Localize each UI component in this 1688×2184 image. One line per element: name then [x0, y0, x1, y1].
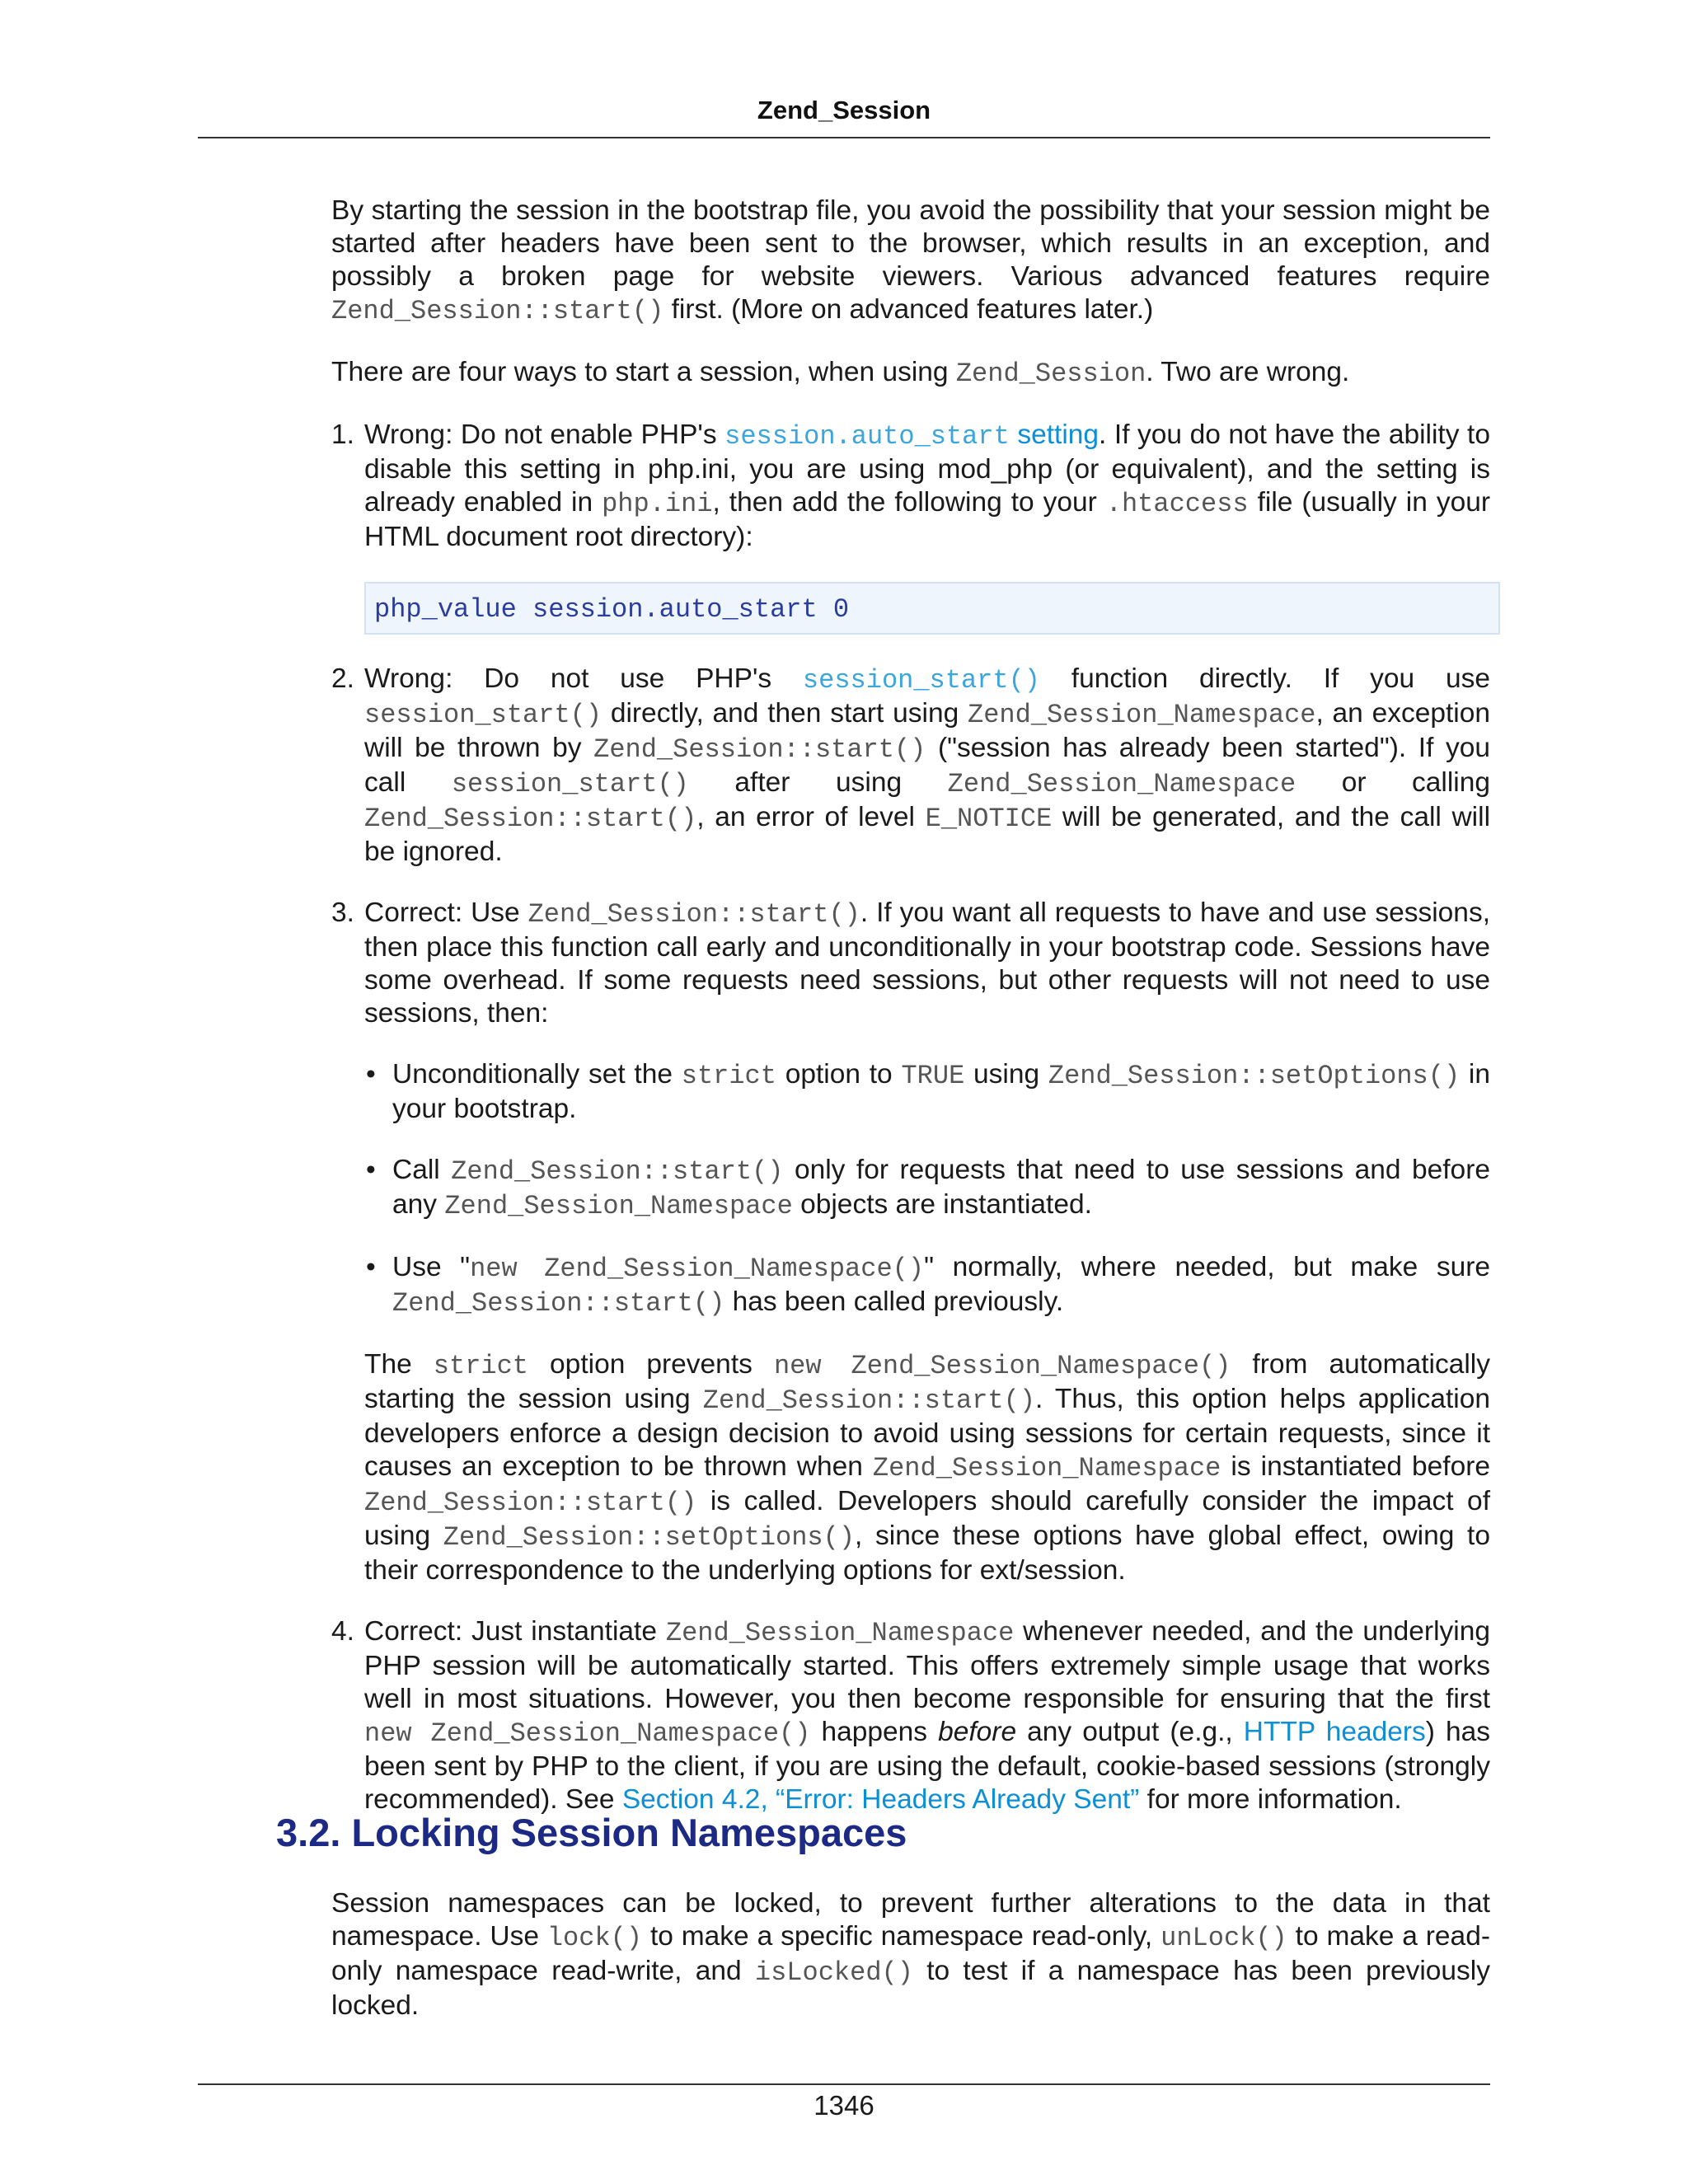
inline-code: unLock() [1160, 1923, 1287, 1953]
list-item-step-2 [331, 663, 1490, 869]
section-heading: 3.2. Locking Session Namespaces [276, 1811, 907, 1854]
bullet-icon: • [366, 1155, 376, 1185]
text: is called. Developers should carefully consider the impact of using [364, 1486, 1490, 1551]
inline-code: .htaccess [1105, 489, 1249, 519]
bullet-icon: • [366, 1059, 376, 1090]
step-2-text [364, 663, 1490, 869]
inline-code: Zend_Session::start() [364, 804, 697, 834]
text: Correct: Just instantiate [364, 1616, 666, 1647]
inline-code: php.ini [602, 489, 713, 519]
inline-code: new Zend_Session_Namespace() [470, 1254, 925, 1284]
text: . Two are wrong. [1146, 357, 1350, 387]
text: . If you want all requests to have and use sessions, then place this function call early and unconditionally in your bootstrap code. Sessions have some overhead. If some requests need sessions, but other requests will not need to use sessions, then: [364, 898, 1490, 1029]
intro-paragraph-1 [331, 194, 1490, 328]
text: Unconditionally set the [392, 1059, 682, 1090]
list-number: 2. [331, 663, 354, 694]
text: or calling [1296, 767, 1491, 798]
page-number: 1346 [814, 2090, 874, 2121]
inline-code: Zend_Session::start() [593, 734, 926, 765]
inline-code: session_start() [451, 769, 689, 799]
text: directly, and then start using [602, 698, 968, 729]
inline-code: Zend_Session_Namespace [665, 1618, 1015, 1648]
inline-code: Zend_Session::start() [702, 1385, 1036, 1416]
inline-code: Zend_Session::start() [331, 296, 664, 326]
text: is instantiated before [1221, 1451, 1490, 1482]
link-code[interactable]: session_start() [802, 665, 1040, 696]
code-block-text: php_value session.auto_start 0 [374, 594, 850, 625]
text: Call [392, 1155, 452, 1185]
step-3-bullet-list [364, 1058, 1490, 1320]
inline-code: Zend_Session [955, 359, 1146, 389]
session-auto-start-link[interactable] [724, 419, 1099, 450]
inline-code: Zend_Session_Namespace [947, 769, 1296, 799]
text: only for requests that need to use sessions and before any [392, 1155, 1490, 1220]
text: in your bootstrap. [392, 1059, 1490, 1124]
text: any output (e.g., [1016, 1717, 1244, 1747]
bullet-item [364, 1251, 1490, 1320]
inline-code: Zend_Session_Namespace [872, 1453, 1221, 1483]
inline-code: Zend_Session::setOptions() [1048, 1061, 1461, 1091]
list-number: 4. [331, 1616, 354, 1647]
inline-code: session_start() [364, 700, 603, 730]
inline-code: Zend_Session::start() [528, 899, 860, 930]
text: option prevents [528, 1349, 774, 1380]
inline-code: TRUE [901, 1061, 965, 1091]
text: to test if a namespace has been previously locked. [331, 1956, 1490, 2021]
link-text[interactable]: setting [1009, 419, 1100, 450]
link-code[interactable]: session.auto_start [724, 421, 1010, 452]
bullet-item [364, 1058, 1490, 1126]
text: . Thus, this option helps application developers enforce a design decision to avoid using sessions for certain requests, since it causes an exception to be thrown when [364, 1384, 1491, 1482]
text: from automatically starting the session using [364, 1349, 1490, 1414]
text: ("session has already been started"). If you call [364, 733, 1490, 798]
text: function directly. If you use [1039, 663, 1490, 694]
text: Use " [392, 1252, 471, 1282]
text: By starting the session in the bootstrap file, you avoid the possibility that your session might be started after headers have been sent to the browser, which results in an exception, and possibly a broken page for website viewers. Various advanced features require [331, 195, 1490, 292]
text: , an exception will be thrown by [364, 698, 1491, 763]
text: to make a read-only namespace read-write, and [331, 1921, 1490, 1986]
text: Session namespaces can be locked, to prevent further alterations to the data in that namespace. Use [331, 1888, 1490, 1952]
step-3-text [364, 897, 1490, 1030]
list-number: 1. [331, 419, 354, 450]
intro-paragraph-2 [331, 356, 1490, 391]
text: Wrong: Do not enable PHP's [364, 419, 725, 450]
bullet-icon: • [366, 1252, 376, 1282]
start-methods-list [331, 419, 1490, 1816]
inline-code: Zend_Session::start() [364, 1488, 697, 1518]
text: There are four ways to start a session, when using [331, 357, 956, 387]
page-header-title: Zend_Session [757, 96, 931, 124]
session-start-link[interactable] [803, 663, 1040, 694]
inline-code: isLocked() [754, 1957, 913, 1988]
text: will be generated, and the call will be ignored. [364, 802, 1491, 867]
bullet-item [364, 1154, 1490, 1223]
inline-code: strict [681, 1061, 776, 1091]
inline-code: Zend_Session::start() [392, 1288, 725, 1319]
inline-code: new Zend_Session_Namespace() [773, 1351, 1231, 1381]
text: , since these options have global effect, owing to their correspondence to the underlying options for ext/session. [364, 1521, 1490, 1586]
text: file (usually in your HTML document root directory): [364, 487, 1490, 552]
http-headers-link[interactable]: HTTP headers [1243, 1717, 1426, 1747]
text: to make a specific namespace read-only, [642, 1921, 1161, 1952]
text: Correct: Use [364, 898, 528, 928]
list-item-step-4 [331, 1615, 1490, 1816]
list-item-step-3 [331, 897, 1490, 1587]
section-paragraph [331, 1887, 1490, 2022]
emphasis: before [938, 1717, 1017, 1747]
inline-code: E_NOTICE [925, 804, 1053, 834]
code-block [364, 582, 1500, 635]
text: Wrong: Do not use PHP's [364, 663, 803, 694]
strict-option-paragraph [364, 1348, 1490, 1587]
text: happens [810, 1717, 939, 1747]
list-item-step-1 [331, 419, 1490, 635]
text: option to [776, 1059, 902, 1090]
main-content [331, 194, 1490, 1844]
text: using [964, 1059, 1048, 1090]
step-4-text [364, 1615, 1490, 1816]
footer-divider [198, 2083, 1490, 2085]
text: objects are instantiated. [792, 1189, 1092, 1220]
step-1-text [364, 419, 1490, 554]
text: ) has been sent by PHP to the client, if you are using the default, cookie-based sessions (strongly recommended). See [364, 1717, 1491, 1815]
text: , an error of level [696, 802, 926, 832]
text: . If you do not have the ability to disable this setting in php.ini, you are using mod_php (or equivalent), and the setting is already enabled in [364, 419, 1490, 518]
headers-already-sent-link[interactable]: Section 4.2, “Error: Headers Already Sent” [621, 1784, 1140, 1815]
header-divider [198, 137, 1490, 138]
inline-code: strict [433, 1351, 528, 1381]
inline-code: Zend_Session::start() [451, 1156, 784, 1187]
text: after using [688, 767, 948, 798]
text: for more information. [1139, 1784, 1402, 1815]
text: " normally, where needed, but make sure [924, 1252, 1491, 1282]
text: has been called previously. [724, 1286, 1064, 1317]
text: , then add the following to your [712, 487, 1106, 518]
text: whenever needed, and the underlying PHP session will be automatically started. This offers extremely simple usage that works well in most situations. However, you then become responsible for ensuring that the first [364, 1616, 1490, 1714]
inline-code: Zend_Session_Namespace [444, 1191, 793, 1221]
inline-code: Zend_Session::setOptions() [443, 1522, 856, 1553]
text: first. (More on advanced features later.) [663, 294, 1154, 325]
inline-code: new Zend_Session_Namespace() [364, 1718, 811, 1749]
inline-code: lock() [546, 1923, 643, 1953]
inline-code: Zend_Session_Namespace [968, 700, 1316, 730]
text: The [364, 1349, 434, 1380]
list-number: 3. [331, 898, 354, 928]
